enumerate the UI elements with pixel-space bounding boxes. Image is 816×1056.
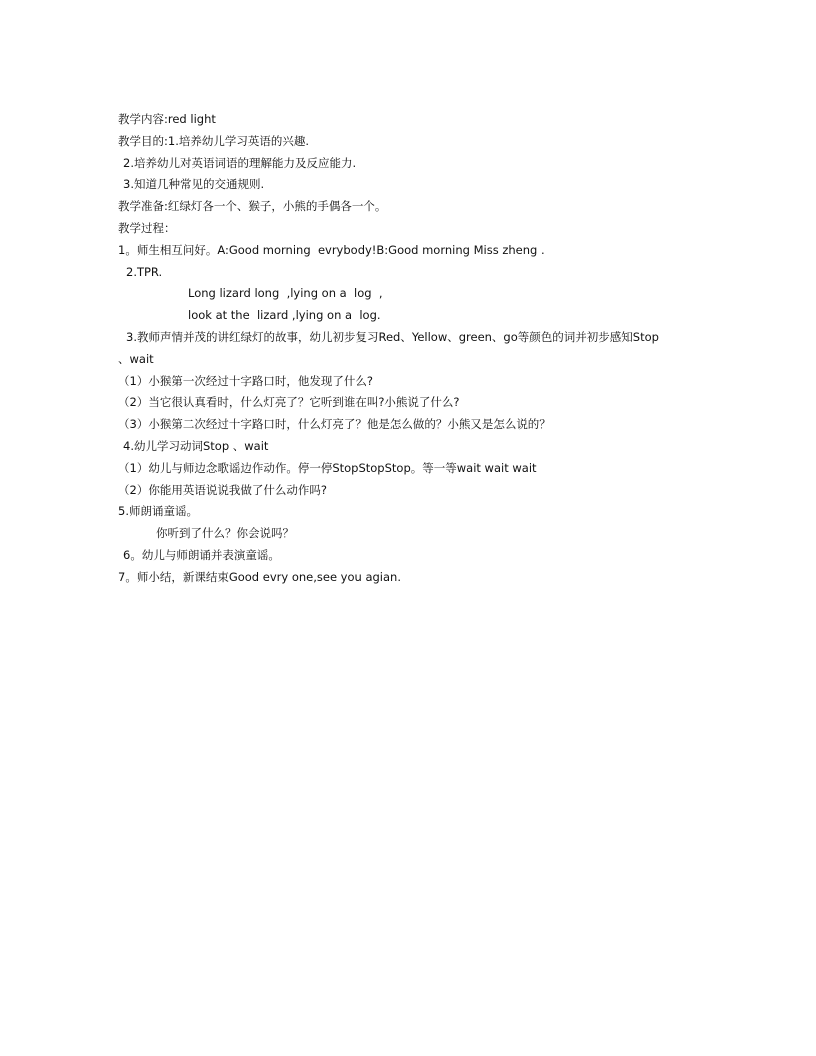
step-5-question-line: 你听到了什么？你会说吗？ bbox=[156, 526, 294, 541]
goal-2-line: 2.培养幼儿对英语词语的理解能力及反应能力. bbox=[123, 155, 357, 170]
step-4-item-2-line: （2）你能用英语说说我做了什么动作吗? bbox=[118, 482, 327, 497]
tpr-chant-line-2: look at the lizard ,lying on a log. bbox=[188, 308, 381, 323]
step-4-line: 4.幼儿学习动词Stop 、wait bbox=[123, 438, 269, 453]
step-3-continued-line: 、wait bbox=[118, 351, 154, 366]
step-6-line: 6。幼儿与师朗诵并表演童谣。 bbox=[123, 547, 280, 562]
question-2-line: （2）当它很认真看时，什么灯亮了？它听到谁在叫?小熊说了什么? bbox=[118, 395, 460, 410]
question-1-line: （1）小猴第一次经过十字路口时，他发现了什么? bbox=[118, 373, 373, 388]
question-3-line: （3）小猴第二次经过十字路口时，什么灯亮了？他是怎么做的？小熊又是怎么说的？ bbox=[118, 417, 551, 432]
teaching-goal-line: 教学目的:1.培养幼儿学习英语的兴趣. bbox=[118, 133, 310, 148]
step-2-line: 2.TPR. bbox=[126, 264, 163, 279]
process-heading: 教学过程： bbox=[118, 220, 176, 235]
lesson-plan-body bbox=[118, 109, 708, 589]
step-3-line: 3.教师声情并茂的讲红绿灯的故事，幼儿初步复习Red、Yellow、green、go等颜色的词并初步感知Stop bbox=[126, 329, 659, 344]
step-1-line: 1。师生相互问好。A:Good morning evrybody!B:Good morning Miss zheng . bbox=[118, 242, 545, 257]
goal-3-line: 3.知道几种常见的交通规则. bbox=[123, 177, 265, 192]
step-5-line: 5.师朗诵童谣。 bbox=[118, 504, 198, 519]
teaching-content-line: 教学内容:red light bbox=[118, 112, 216, 126]
step-4-item-1-line: （1）幼儿与师边念歌谣边作动作。停一停StopStopStop。等一等wait wait wait bbox=[118, 460, 537, 475]
step-7-line: 7。师小结，新课结束Good evry one,see you agian. bbox=[118, 569, 401, 584]
tpr-chant-line-1: Long lizard long ,lying on a log , bbox=[188, 286, 383, 301]
preparation-line: 教学准备:红绿灯各一个、猴子，小熊的手偶各一个。 bbox=[118, 199, 387, 214]
